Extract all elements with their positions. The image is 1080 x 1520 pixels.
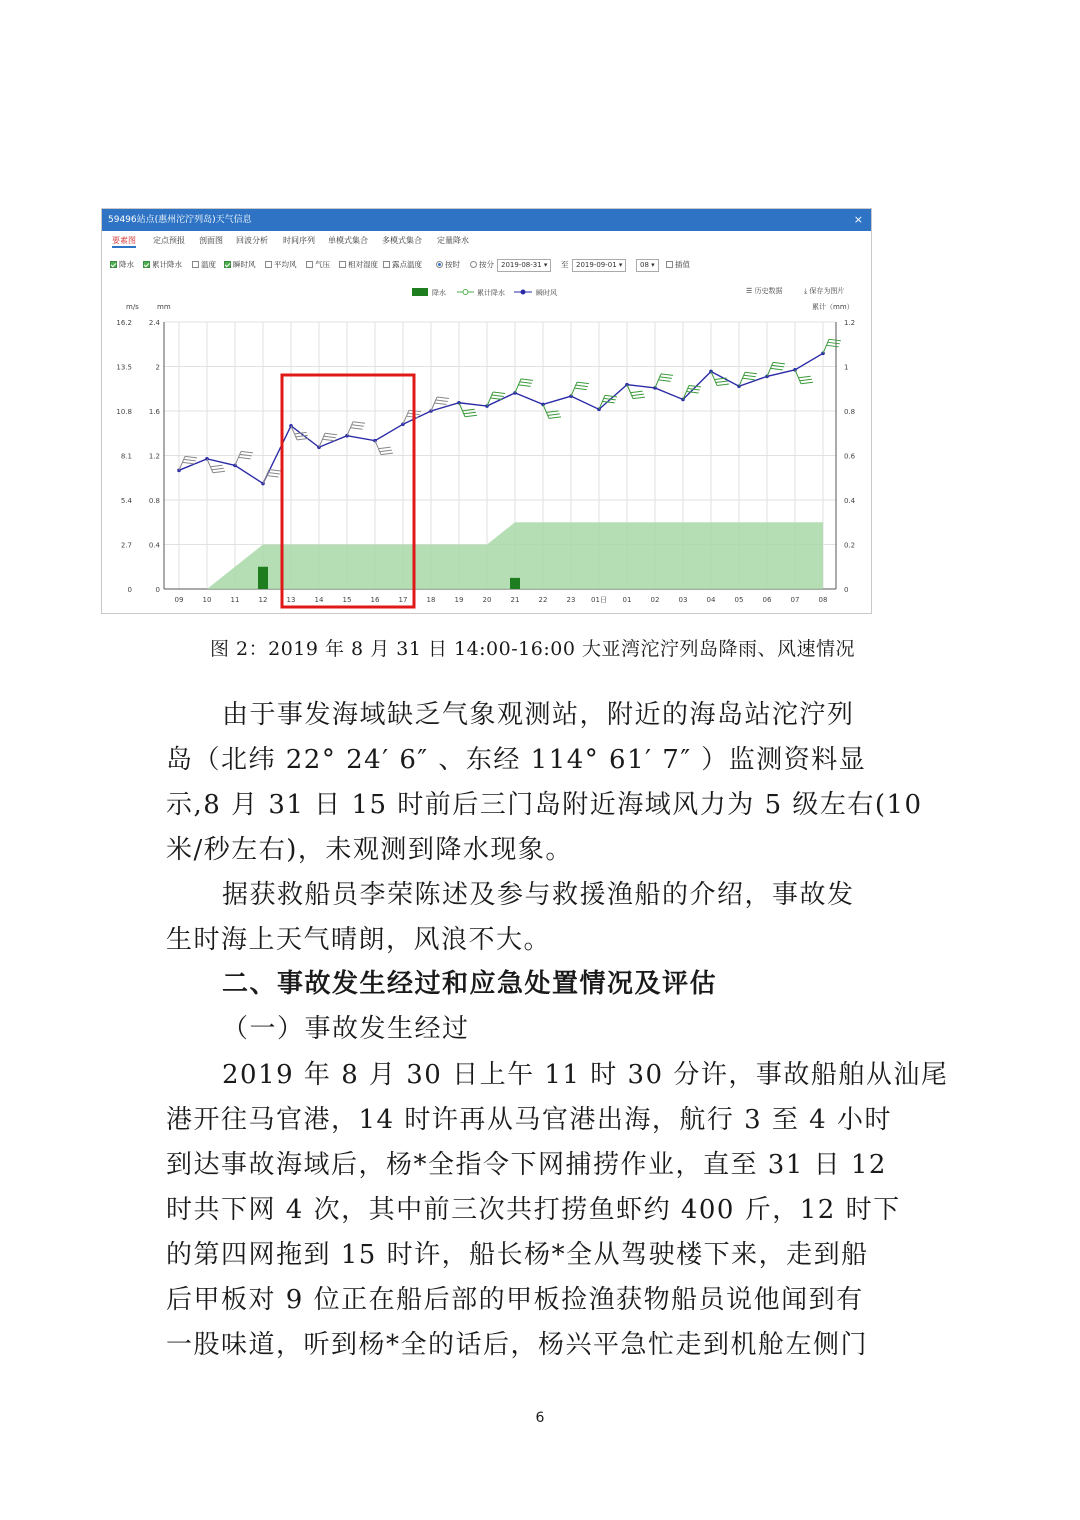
- wind-barb: [739, 372, 757, 386]
- wind-barb-feather: [436, 400, 448, 402]
- radio-label: 按分: [479, 260, 494, 269]
- text-line: 后甲板对 9 位正在船后部的甲板捡渔获物船员说他闻到有: [166, 1285, 864, 1315]
- start-date-field[interactable]: 2019-08-31 ▾: [497, 259, 551, 272]
- checkbox-label: 气压: [315, 260, 330, 269]
- wind-barb-staff: [627, 385, 633, 399]
- xtick-label: 20: [482, 596, 492, 604]
- text-line: 到达事故海域后，杨*全指令下网捕捞作业，直至 31 日 12: [166, 1150, 887, 1180]
- window-title: 59496站点(惠州沱泞列岛)天气信息: [108, 215, 252, 225]
- checkbox-label: 温度: [201, 260, 216, 269]
- wind-barb-feather: [379, 447, 391, 449]
- text-line: 由于事发海域缺乏气象观测站，附近的海岛站沱泞列: [222, 700, 855, 730]
- wind-barb-feather: [325, 433, 337, 435]
- legend-wind-label: 瞬时风: [536, 289, 557, 297]
- weather-chart: [102, 209, 873, 615]
- wind-barb-staff: [375, 441, 381, 455]
- wind-barb-feather: [827, 345, 839, 347]
- wind-barb-feather: [381, 453, 393, 455]
- ytick-wind: 13.5: [116, 363, 132, 372]
- wind-barb-feather: [268, 473, 280, 475]
- wind-barb-feather: [716, 381, 728, 383]
- wind-barb-staff: [347, 422, 353, 436]
- wind-barb-feather: [521, 379, 533, 381]
- wind-barb-feather: [239, 457, 251, 459]
- wind-barb-feather: [661, 374, 673, 376]
- wind-barb-feather: [184, 459, 196, 461]
- ytick-cum: 1.2: [844, 319, 856, 327]
- xtick-label: 07: [790, 596, 800, 604]
- wind-barb-feather: [213, 471, 225, 473]
- xtick-label: 17: [398, 596, 408, 604]
- tab-6[interactable]: 多模式集合: [382, 236, 422, 245]
- wind-barb: [235, 451, 253, 465]
- wind-barb-feather: [185, 456, 197, 458]
- ytick-wind: 5.4: [120, 497, 132, 505]
- wind-barb-feather: [211, 465, 223, 467]
- section-heading: 二、事故发生经过和应急处置情况及评估: [222, 969, 718, 999]
- text-line: 生时海上天气晴朗，风浪不大。: [166, 925, 552, 955]
- wind-barb-feather: [828, 342, 840, 344]
- text-line: 时共下网 4 次，其中前三次共打捞鱼虾约 400 斤，12 时下: [166, 1195, 901, 1225]
- wind-barb: [795, 370, 813, 384]
- wind-barb-staff: [795, 370, 801, 384]
- legend-wind-marker: [521, 290, 526, 295]
- tab-1[interactable]: 定点预报: [153, 236, 185, 245]
- wind-line: [179, 353, 823, 483]
- legend-precip-label: 降水: [432, 289, 446, 297]
- ytick-wind: 10.8: [116, 408, 132, 416]
- wind-barb-feather: [519, 385, 531, 387]
- wind-barb-staff: [235, 451, 241, 465]
- text-line: 岛（北纬 22° 24′ 6″ 、东经 114° 61′ 7″ ）监测资料显: [166, 745, 867, 775]
- legend-cum-label: 累计降水: [477, 289, 505, 297]
- checkbox-label: 插值: [675, 260, 690, 269]
- radio-label: 按时: [445, 260, 460, 269]
- ytick-precip: 0.4: [148, 541, 160, 550]
- wind-barb-staff: [459, 403, 465, 417]
- wind-barb-feather: [575, 388, 587, 390]
- ytick-wind: 2.7: [120, 541, 132, 550]
- checkbox-label: 累计降水: [152, 260, 182, 269]
- wind-barb-feather: [352, 425, 364, 427]
- unit-cum-label: 累计（mm）: [812, 303, 854, 311]
- legend-precip-swatch: [412, 288, 428, 296]
- wind-barb-feather: [659, 380, 671, 382]
- wind-barb-feather: [520, 382, 532, 384]
- tab-0[interactable]: 要素图: [112, 235, 136, 248]
- paragraph-witness: [166, 873, 906, 963]
- wind-barb-staff: [263, 470, 269, 484]
- wind-barb-feather: [576, 385, 588, 387]
- xtick-label: 13: [286, 596, 296, 604]
- wind-barb-staff: [571, 382, 577, 396]
- xtick-label: 08: [818, 596, 828, 604]
- xtick-label: 21: [510, 596, 520, 604]
- xtick-label: 10: [202, 596, 212, 604]
- ytick-wind: 16.2: [116, 319, 132, 327]
- wind-barb-feather: [632, 394, 644, 396]
- ytick-cum: 0.4: [844, 497, 856, 505]
- sub-heading: （一）事故发生经过: [222, 1014, 470, 1044]
- checkbox-label: 降水: [119, 260, 134, 269]
- wind-barb: [487, 392, 505, 406]
- ytick-cum: 0.2: [844, 541, 856, 550]
- wind-barb-feather: [493, 392, 505, 394]
- wind-barb-feather: [269, 470, 281, 472]
- wind-barb: [263, 470, 281, 484]
- wind-barb-feather: [744, 375, 756, 377]
- wind-barb: [347, 422, 365, 436]
- xtick-label: 11: [230, 596, 240, 604]
- checkbox-label: 平均风: [274, 260, 297, 269]
- wind-barb-feather: [323, 439, 335, 441]
- ytick-cum: 1: [844, 363, 849, 372]
- wind-barb: [375, 441, 393, 455]
- wind-barb-feather: [437, 397, 449, 399]
- xtick-label: 01: [622, 596, 632, 604]
- wind-barb-feather: [548, 414, 560, 416]
- wind-barb-feather: [435, 403, 447, 405]
- wind-barb-feather: [183, 462, 195, 464]
- wind-barb-feather: [799, 376, 811, 378]
- ytick-precip: 2: [155, 363, 160, 372]
- xtick-label: 15: [342, 596, 352, 604]
- ytick-cum: 0.6: [844, 452, 856, 461]
- xtick-label: 05: [734, 596, 744, 604]
- wind-barb-feather: [773, 362, 785, 364]
- text-line: 2019 年 8 月 30 日上午 11 时 30 分许，事故船舶从汕尾: [222, 1060, 949, 1090]
- ytick-precip: 2.4: [148, 319, 160, 327]
- precip-bar: [510, 578, 520, 589]
- wind-barb-feather: [633, 397, 645, 399]
- xtick-label: 18: [426, 596, 436, 604]
- wind-barb-feather: [241, 451, 253, 453]
- xtick-label: 19: [454, 596, 464, 604]
- ytick-precip: 0: [155, 586, 160, 594]
- wind-barb-feather: [267, 476, 279, 478]
- tab-4[interactable]: 时间序列: [283, 236, 315, 245]
- wind-barb-feather: [380, 450, 392, 452]
- wind-barb-feather: [717, 384, 729, 386]
- wind-barb-staff: [655, 374, 661, 388]
- tab-5[interactable]: 单模式集合: [328, 236, 368, 245]
- wind-barb-feather: [771, 368, 783, 370]
- wind-barb: [319, 433, 337, 447]
- wind-barb-feather: [829, 339, 841, 341]
- to-label: 至: [561, 260, 569, 269]
- close-icon[interactable]: ×: [853, 213, 863, 226]
- wind-barb-feather: [351, 428, 363, 430]
- wind-barb-feather: [660, 377, 672, 379]
- xtick-label: 01日: [591, 596, 607, 604]
- wind-barb: [403, 410, 421, 424]
- unit-precip-label: mm: [157, 303, 171, 311]
- wind-barb: [543, 404, 561, 418]
- xtick-label: 06: [762, 596, 772, 604]
- wind-barb-feather: [801, 382, 813, 384]
- wind-barb: [571, 382, 589, 396]
- xtick-label: 03: [678, 596, 688, 604]
- wind-barb-feather: [465, 415, 477, 417]
- wind-barb-staff: [767, 362, 773, 376]
- wind-barb-feather: [745, 372, 757, 374]
- ytick-wind: 0: [127, 586, 132, 594]
- xtick-label: 12: [258, 596, 268, 604]
- save-image-button: ⤓ 保存为图片: [804, 287, 845, 295]
- checkbox-label: 瞬时风: [233, 260, 256, 269]
- weather-info-window: [101, 208, 872, 614]
- ytick-cum: 0: [844, 586, 849, 594]
- xtick-label: 02: [650, 596, 660, 604]
- text-line: 据获救船员李荣陈述及参与救援渔船的介绍，事故发: [222, 880, 855, 910]
- wind-barb-staff: [515, 379, 521, 393]
- ytick-precip: 0.8: [148, 497, 160, 505]
- wind-barb-feather: [212, 468, 224, 470]
- hour-field[interactable]: 08 ▾: [636, 259, 659, 272]
- xtick-label: 22: [538, 596, 548, 604]
- wind-barb-feather: [743, 378, 755, 380]
- checkbox-label: 露点温度: [392, 260, 422, 269]
- wind-barb-staff: [207, 459, 213, 473]
- ytick-wind: 8.1: [120, 452, 132, 461]
- tab-3[interactable]: 回波分析: [236, 236, 268, 245]
- wind-barb-staff: [823, 339, 829, 353]
- wind-barb: [515, 379, 533, 393]
- legend-cum-marker: [463, 290, 468, 295]
- ytick-precip: 1.2: [148, 452, 160, 461]
- text-line: 的第四网拖到 15 时许，船长杨*全从驾驶楼下来，走到船: [166, 1240, 869, 1270]
- text-line: 一股味道，听到杨*全的话后，杨兴平急忙走到机舱左侧门: [166, 1330, 869, 1360]
- wind-barb: [179, 456, 197, 470]
- xtick-label: 14: [314, 596, 324, 604]
- unit-wind-label: m/s: [126, 303, 139, 311]
- text-line: 示,8 月 31 日 15 时前后三门岛附近海域风力为 5 级左右(10: [166, 790, 923, 820]
- xtick-label: 16: [370, 596, 380, 604]
- figure-caption: 图 2：2019 年 8 月 31 日 14:00-16:00 大亚湾沱泞列岛降雨、风速情况: [210, 638, 855, 660]
- wind-barb-feather: [631, 391, 643, 393]
- wind-barb-feather: [353, 422, 365, 424]
- tab-2[interactable]: 剖面图: [199, 236, 223, 245]
- end-date-field[interactable]: 2019-09-01 ▾: [572, 259, 626, 272]
- ytick-precip: 1.6: [148, 408, 160, 416]
- wind-barb: [823, 339, 841, 353]
- wind-barb-feather: [800, 379, 812, 381]
- wind-barb-feather: [324, 436, 336, 438]
- text-line: 米/秒左右)，未观测到降水现象。: [166, 835, 573, 865]
- wind-barb: [655, 374, 673, 388]
- ytick-cum: 0.8: [844, 408, 856, 416]
- precip-bar: [258, 567, 268, 589]
- xtick-label: 23: [566, 596, 576, 604]
- wind-barb-feather: [492, 395, 504, 397]
- tab-7[interactable]: 定量降水: [437, 236, 469, 245]
- checkbox-label: 相对湿度: [348, 260, 378, 269]
- wind-barb-feather: [577, 382, 589, 384]
- history-data-button: ☰ 历史数据: [746, 287, 783, 295]
- paragraph-accident: [166, 1053, 949, 1368]
- wind-barb-feather: [687, 391, 699, 393]
- wind-barb-feather: [549, 417, 561, 419]
- xtick-label: 09: [174, 596, 184, 604]
- page-number: 6: [535, 1410, 545, 1426]
- paragraph-weather: [166, 693, 923, 873]
- xtick-label: 04: [706, 596, 716, 604]
- wind-barb-feather: [464, 412, 476, 414]
- text-line: 港开往马官港，14 时许再从马官港出海，航行 3 至 4 小时: [166, 1105, 892, 1135]
